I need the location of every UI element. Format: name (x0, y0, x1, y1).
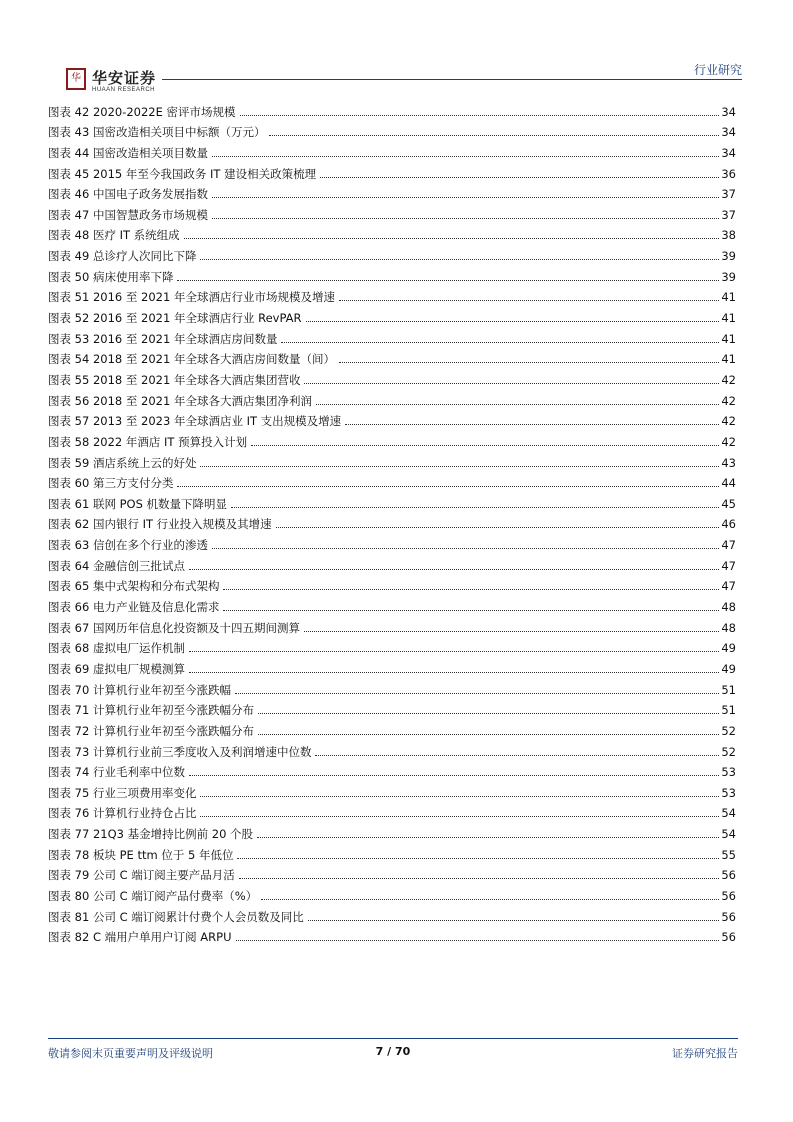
dot-leader (212, 218, 719, 219)
toc-entry-page: 56 (721, 868, 736, 883)
toc-entry[interactable] (48, 181, 736, 202)
toc-entry-page: 34 (721, 104, 736, 119)
toc-entry[interactable] (48, 408, 736, 429)
toc-entry-page: 46 (721, 517, 736, 532)
toc-entry-label: 图表 70 计算机行业年初至今涨跌幅 (48, 682, 231, 697)
toc-entry[interactable] (48, 903, 736, 924)
toc-entry-label: 图表 50 病床使用率下降 (48, 269, 174, 284)
dot-leader (235, 693, 719, 694)
toc-entry-page: 53 (721, 765, 736, 780)
toc-entry[interactable] (48, 800, 736, 821)
toc-entry[interactable] (48, 697, 736, 718)
toc-entry-label: 图表 80 公司 C 端订阅产品付费率（%） (48, 888, 258, 903)
toc-entry-label: 图表 58 2022 年酒店 IT 预算投入计划 (48, 434, 248, 449)
toc-entry-page: 51 (721, 703, 736, 718)
toc-entry[interactable] (48, 779, 736, 800)
footer-divider (48, 1038, 738, 1039)
toc-entry[interactable] (48, 119, 736, 140)
toc-entry-label: 图表 57 2013 至 2023 年全球酒店业 IT 支出规模及增速 (48, 414, 342, 429)
toc-entry-page: 42 (721, 414, 736, 429)
toc-entry-label: 图表 53 2016 至 2021 年全球酒店房间数量 (48, 331, 278, 346)
toc-entry-page: 41 (721, 311, 736, 326)
dot-leader (177, 486, 719, 487)
toc-entry-label: 图表 73 计算机行业前三季度收入及利润增速中位数 (48, 744, 312, 759)
dot-leader (345, 424, 719, 425)
toc-entry-label: 图表 74 行业毛利率中位数 (48, 765, 185, 780)
dot-leader (306, 321, 720, 322)
dot-leader (281, 342, 719, 343)
dot-leader (189, 672, 719, 673)
toc-entry[interactable] (48, 593, 736, 614)
toc-entry[interactable] (48, 717, 736, 738)
page-header (52, 60, 742, 100)
toc-entry-label: 图表 72 计算机行业年初至今涨跌幅分布 (48, 723, 254, 738)
toc-entry[interactable] (48, 470, 736, 491)
dot-leader (212, 197, 719, 198)
toc-entry-page: 47 (721, 558, 736, 573)
toc-entry[interactable] (48, 573, 736, 594)
toc-entry[interactable] (48, 325, 736, 346)
report-type: 证券研究报告 (672, 1047, 738, 1060)
toc-entry-label: 图表 65 集中式架构和分布式架构 (48, 579, 220, 594)
dot-leader (240, 115, 720, 116)
dot-leader (304, 631, 719, 632)
toc-entry[interactable] (48, 449, 736, 470)
toc-entry-label: 图表 76 计算机行业持仓占比 (48, 806, 197, 821)
toc-entry[interactable] (48, 366, 736, 387)
toc-entry-label: 图表 63 信创在多个行业的渗透 (48, 538, 208, 553)
toc-entry-page: 44 (721, 476, 736, 491)
toc-entry-page: 47 (721, 579, 736, 594)
logo-english-text: HUAAN RESEARCH (92, 87, 156, 93)
toc-entry[interactable] (48, 531, 736, 552)
header-divider (162, 79, 742, 80)
toc-entry-page: 39 (721, 249, 736, 264)
dot-leader (212, 156, 719, 157)
dot-leader (304, 383, 719, 384)
toc-entry[interactable] (48, 201, 736, 222)
toc-entry[interactable] (48, 98, 736, 119)
dot-leader (200, 796, 719, 797)
toc-entry[interactable] (48, 841, 736, 862)
toc-entry-page: 52 (721, 744, 736, 759)
dot-leader (189, 651, 719, 652)
toc-entry-label: 图表 71 计算机行业年初至今涨跌幅分布 (48, 703, 254, 718)
dot-leader (223, 589, 719, 590)
toc-entry[interactable] (48, 284, 736, 305)
dot-leader (189, 775, 719, 776)
dot-leader (239, 878, 720, 879)
dot-leader (177, 280, 719, 281)
toc-entry[interactable] (48, 924, 736, 945)
toc-entry-label: 图表 55 2018 至 2021 年全球各大酒店集团营收 (48, 372, 301, 387)
toc-entry[interactable] (48, 738, 736, 759)
dot-leader (269, 135, 719, 136)
toc-entry[interactable] (48, 759, 736, 780)
toc-entry[interactable] (48, 222, 736, 243)
toc-entry-page: 49 (721, 641, 736, 656)
logo-text: 华安证券 (92, 69, 157, 87)
toc-entry-page: 51 (721, 682, 736, 697)
toc-entry-page: 38 (721, 228, 736, 243)
toc-entry[interactable] (48, 552, 736, 573)
toc-entry-label: 图表 61 联网 POS 机数量下降明显 (48, 496, 228, 511)
dot-leader (200, 259, 719, 260)
toc-entry[interactable] (48, 346, 736, 367)
dot-leader (276, 527, 720, 528)
toc-entry[interactable] (48, 614, 736, 635)
toc-entry-label: 图表 46 中国电子政务发展指数 (48, 187, 208, 202)
toc-entry-page: 41 (721, 352, 736, 367)
toc-entry-page: 54 (721, 827, 736, 842)
toc-entry-page: 34 (721, 125, 736, 140)
dot-leader (258, 734, 719, 735)
toc-entry-label: 图表 79 公司 C 端订阅主要产品月活 (48, 868, 235, 883)
toc-entry-label: 图表 54 2018 至 2021 年全球各大酒店房间数量（间） (48, 352, 335, 367)
toc-entry-label: 图表 45 2015 年至今我国政务 IT 建设相关政策梳理 (48, 166, 317, 181)
toc-entry-label: 图表 48 医疗 IT 系统组成 (48, 228, 180, 243)
toc-entry-label: 图表 56 2018 至 2021 年全球各大酒店集团净利润 (48, 393, 312, 408)
dot-leader (184, 238, 720, 239)
report-category: 行业研究 (693, 63, 742, 77)
toc-entry[interactable] (48, 263, 736, 284)
toc-entry[interactable] (48, 635, 736, 656)
dot-leader (339, 362, 719, 363)
dot-leader (316, 404, 719, 405)
toc-entry[interactable] (48, 862, 736, 883)
toc-entry-page: 37 (721, 207, 736, 222)
toc-entry-page: 41 (721, 331, 736, 346)
toc-entry[interactable] (48, 490, 736, 511)
dot-leader (339, 300, 719, 301)
toc-entry-page: 42 (721, 393, 736, 408)
toc-entry-label: 图表 69 虚拟电厂规模测算 (48, 661, 185, 676)
toc-entry-page: 52 (721, 723, 736, 738)
toc-entry-page: 49 (721, 661, 736, 676)
toc-entry[interactable] (48, 820, 736, 841)
toc-entry-label: 图表 51 2016 至 2021 年全球酒店行业市场规模及增速 (48, 290, 335, 305)
dot-leader (308, 920, 720, 921)
dot-leader (320, 177, 719, 178)
toc-entry[interactable] (48, 304, 736, 325)
dot-leader (315, 755, 719, 756)
toc-entry-label: 图表 77 21Q3 基金增持比例前 20 个股 (48, 827, 254, 842)
toc-entry-label: 图表 82 C 端用户单用户订阅 ARPU (48, 930, 232, 945)
toc-entry-label: 图表 66 电力产业链及信息化需求 (48, 600, 220, 615)
toc-entry[interactable] (48, 676, 736, 697)
figure-index (48, 98, 736, 944)
dot-leader (236, 940, 720, 941)
toc-entry-label: 图表 75 行业三项费用率变化 (48, 785, 197, 800)
toc-entry[interactable] (48, 882, 736, 903)
dot-leader (189, 569, 719, 570)
toc-entry[interactable] (48, 428, 736, 449)
page-footer (48, 1038, 738, 1062)
toc-entry-page: 53 (721, 785, 736, 800)
toc-entry[interactable] (48, 655, 736, 676)
toc-entry-page: 48 (721, 600, 736, 615)
toc-entry-label: 图表 64 金融信创三批试点 (48, 558, 185, 573)
toc-entry-page: 42 (721, 372, 736, 387)
dot-leader (237, 858, 719, 859)
toc-entry-page: 56 (721, 930, 736, 945)
toc-entry-label: 图表 47 中国智慧政务市场规模 (48, 207, 208, 222)
toc-entry-page: 56 (721, 888, 736, 903)
toc-entry-page: 39 (721, 269, 736, 284)
toc-entry-page: 47 (721, 538, 736, 553)
toc-entry-page: 34 (721, 145, 736, 160)
disclaimer-note: 敬请参阅末页重要声明及评级说明 (48, 1047, 213, 1060)
toc-entry-page: 43 (721, 455, 736, 470)
dot-leader (261, 899, 719, 900)
company-logo (52, 64, 170, 98)
toc-entry-label: 图表 49 总诊疗人次同比下降 (48, 249, 197, 264)
toc-entry-page: 55 (721, 847, 736, 862)
toc-entry-label: 图表 43 国密改造相关项目中标额（万元） (48, 125, 266, 140)
dot-leader (200, 466, 719, 467)
toc-entry-label: 图表 67 国网历年信息化投资额及十四五期间测算 (48, 620, 300, 635)
toc-entry-page: 54 (721, 806, 736, 821)
logo-seal-icon: 华 (66, 68, 86, 90)
toc-entry[interactable] (48, 139, 736, 160)
toc-entry[interactable] (48, 387, 736, 408)
toc-entry-label: 图表 60 第三方支付分类 (48, 476, 174, 491)
toc-entry-label: 图表 42 2020-2022E 密评市场规模 (48, 104, 236, 119)
dot-leader (231, 507, 719, 508)
toc-entry-label: 图表 68 虚拟电厂运作机制 (48, 641, 185, 656)
toc-entry-page: 56 (721, 909, 736, 924)
toc-entry-page: 45 (721, 496, 736, 511)
toc-entry-label: 图表 62 国内银行 IT 行业投入规模及其增速 (48, 517, 272, 532)
toc-entry-page: 37 (721, 187, 736, 202)
toc-entry-page: 36 (721, 166, 736, 181)
dot-leader (251, 445, 719, 446)
toc-entry-label: 图表 52 2016 至 2021 年全球酒店行业 RevPAR (48, 311, 302, 326)
toc-entry-label: 图表 59 酒店系统上云的好处 (48, 455, 197, 470)
toc-entry-page: 42 (721, 434, 736, 449)
dot-leader (258, 713, 719, 714)
dot-leader (223, 610, 719, 611)
toc-entry-page: 41 (721, 290, 736, 305)
toc-entry[interactable] (48, 160, 736, 181)
dot-leader (212, 548, 719, 549)
toc-entry-label: 图表 78 板块 PE ttm 位于 5 年低位 (48, 847, 234, 862)
dot-leader (257, 837, 719, 838)
dot-leader (200, 816, 719, 817)
toc-entry[interactable] (48, 511, 736, 532)
toc-entry[interactable] (48, 242, 736, 263)
toc-entry-page: 48 (721, 620, 736, 635)
toc-entry-label: 图表 44 国密改造相关项目数量 (48, 145, 208, 160)
toc-entry-label: 图表 81 公司 C 端订阅累计付费个人会员数及同比 (48, 909, 304, 924)
page-number: 7 / 70 (375, 1045, 411, 1058)
